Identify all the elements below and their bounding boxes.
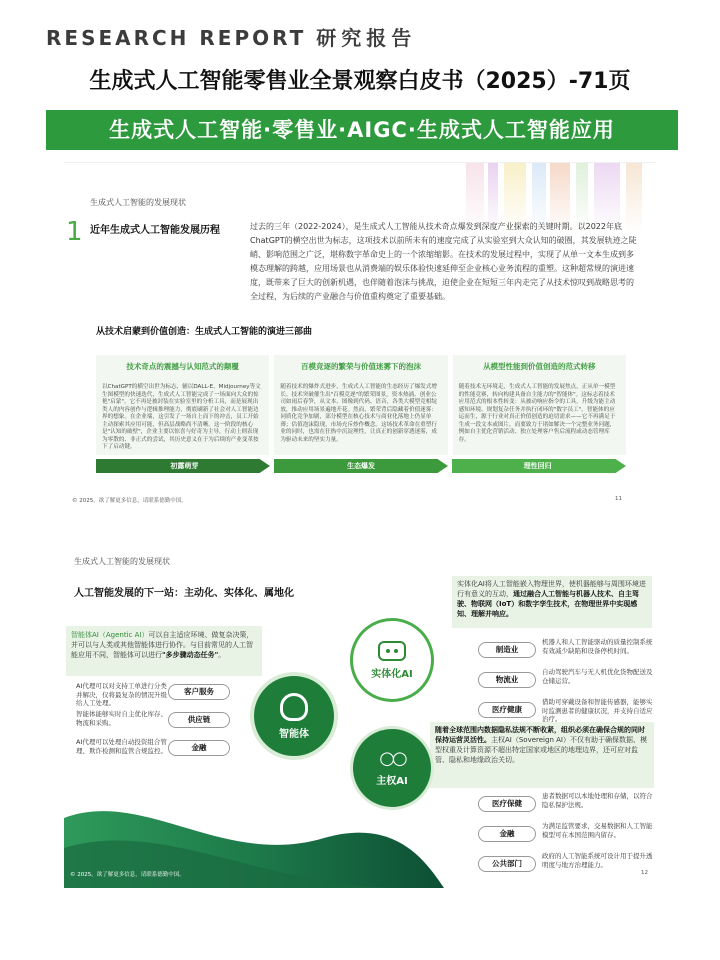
intro-end: 。 [218,651,226,659]
column-1 [96,355,269,455]
list-item [76,682,226,710]
agent-circle [250,672,338,760]
header-english: RESEARCH REPORT [46,26,307,50]
item-label: 医疗保健 [478,796,536,812]
embodied-ai-box [452,576,652,628]
box-text: 主权AI（Sovereign AI）不仅有助于确保数据、模型权重及计算资源不超出特定国家或地区的地理边界，还可应对监管、隐私和地缘政治关切。 [435,736,647,764]
item-label: 医疗健康 [478,702,536,718]
sovereign-ai-circle [350,726,434,810]
box-text: 实体化AI将人工智能嵌入物理世界，使机器能够与周围环境进行有意义的互动， [457,580,646,598]
header-chinese: 研究报告 [316,26,417,50]
item-label: 制造业 [478,642,536,658]
item-text: 智能体能够实时自主优化库存、物流和采购。 [76,710,167,727]
subheading: 从技术启蒙到价值创造：生成式人工智能的演进三部曲 [96,327,313,337]
column-title: 技术奇点的震撼与认知范式的颠覆 [126,362,239,371]
page-footer-copyright: © 2025。欲了解更多信息，请联系德勤中国。 [72,498,187,504]
item-text: 患者数据可以本地处理和存储，以符合隐私保护法规。 [542,792,653,809]
column-title: 百模竞逐的繁荣与价值迷雾下的泡沫 [300,362,421,371]
item-text: AI代理可以对支持工单进行分类并解决，仅将最复杂的情况升级给人工处理。 [76,682,167,707]
section-number: 1 [66,217,83,247]
column-title: 从模型性能到价值创造的范式转移 [483,362,596,371]
box-bold: 通过融合人工智能与机器人技术、自主驾驶、物联网（IoT）和数字孪生技术，在物理世界中实现感知、理解并响应。 [457,590,639,618]
stage-label: 生态爆发 [347,462,375,470]
item-label: 金融 [168,740,230,756]
sovereign-ai-box [430,722,654,788]
item-label: 客户服务 [168,684,230,700]
item-text: 自动驾驶汽车与无人机优化货物配送及仓储运营。 [542,668,653,685]
agentic-ai-intro [66,626,262,676]
stage-label: 初露萌芽 [170,462,199,470]
intro-text: 可以自主适应环境、做复杂决策，并可以与人类或其他智能体进行协作。与目前常见的人工智能应用不同，智能体可以进行 [71,631,254,659]
page-number: 12 [641,870,648,876]
circle-label: 智能体 [279,728,309,740]
column-3 [453,355,626,455]
report-header [46,22,416,51]
item-text: 借助可穿戴设备和智能传感器，能够实时监测患者的健康状况，并支持自适应治疗。 [542,698,653,723]
intro-bold: "多步骤动态任务" [162,651,219,659]
section-heading: 人工智能发展的下一站：主动化、实体化、属地化 [74,588,294,599]
list-item [76,710,226,738]
robot-icon [378,641,406,661]
embodied-ai-circle [350,618,434,702]
column-body: 随着技术的爆炸式进步，生成式人工智能的生态经历了爆发式增长。技术突破催生出"百模竞逐"的繁荣图景，资本热涌、创业公司如雨后春笋，从文本、图像到代码、语音，各类大模型竞相绽放，推动应用场景遍地开花。然而，繁荣背后隐藏着价值迷雾：同质化竞争加剧，部分模型在核心技术与商业化落地上仍显单薄；估值泡沫隐现，市场充斥炒作概念。这场技术革命在重塑行业的同时，也需在狂热中沉淀理性，让真正的创新穿透迷雾，成为驱动未来的坚实力量。 [280,384,437,443]
stage-label: 理性回归 [523,462,552,470]
item-text: 政府的人工智能系统可设计用于提升透明度与地方治理能力。 [542,852,653,869]
document-page-11 [64,162,656,512]
intro-lead: 智能体AI（Agentic AI） [71,631,149,639]
section-label: 生成式人工智能的发展现状 [90,198,186,207]
item-label: 物流业 [478,672,536,688]
column-body: 以ChatGPT的横空出世为标志，辅以DALL-E、Midjourney等文生图模型的快速迭代，生成式人工智能完成了一场面向大众的惊艳"启蒙"。它不再是被封装在实验室里的分析工具，而是展现出类人的内容创作与逻辑推理能力，彻底刷新了社会对人工智能边界的想象。在企业端，这引发了一场自上而下的冲击，员工开始主动探索其应用可能，但高层战略尚不清晰。这一阶段的核心是"认知的破壁"，企业主要以惊喜与好奇为主导，行动上则表现为零散的、非正式的尝试，其历史意义在于为后续的产业变革按下了启动键。 [102,384,261,450]
agent-use-cases [76,682,226,766]
lightbulb-icon [280,693,308,721]
page-number: 11 [615,496,622,502]
item-text: 为满足监管要求，交易数据和人工智能模型可在本国范围内留存。 [542,822,653,839]
circle-label: 实体化AI [371,668,413,680]
item-label: 供应链 [168,712,230,728]
item-label: 金融 [478,826,536,842]
glasses-icon: ○○ [379,747,405,769]
section-label: 生成式人工智能的发展现状 [74,557,170,566]
evolution-columns [96,355,626,455]
stage-labels [96,461,626,471]
intro-paragraph: 过去的三年（2022-2024），是生成式人工智能从技术奇点爆发到深度产业探索的关键时期。以2022年底ChatGPT的横空出世为标志，这项技术以前所未有的速度完成了从实验室到大众认知的破圈，其发展轨迹之陡峭、影响范围之广泛，堪称数字革命史上的一个浓缩缩影。在技术的发展过程中，实现了从单一文本生成到多模态理解的跨越，应用场景也从消费端的娱乐体验快速延伸至企业核心业务流程的重塑。这种超常规的演进速度，既带来了巨大的创新机遇，也伴随着泡沫与挑战，迫使企业在短短三年内走完了从技术惊叹到战略思考的全过程，为后续的产业融合与价值重构奠定了重要基础。 [250,222,637,301]
page-title: 生成式人工智能零售业全景观察白皮书（2025）-71页 [89,69,631,94]
item-label: 公共部门 [478,856,536,872]
item-text: 机器人和人工智能驱动的质量控制系统有效减少缺陷和设备停机时间。 [542,638,653,655]
tag-banner: 生成式人工智能·零售业·AIGC·生成式人工智能应用 [46,110,678,150]
document-page-12 [64,548,656,888]
section-heading: 近年生成式人工智能发展历程 [90,225,220,236]
column-body: 随着技术无环境走，生成式人工智能的发展焦点，正从单一模型的性能竞赛，转向构建具备自主能力的"智能体"。这标志着技术应用范式的根本性转变：从被动响应指令的工具，升级为能主动感知环境、规划复杂任务并执行闭环的"数字员工"。智能体的应运而生，源于行业对真正价值创造的迫切需求——它不再满足于生成一段文本或图片，而要致力于诸如解决一个完整业务问题，例如自主优化营销活动、独立处理客户售后流程或动态管理库存。 [458,384,616,443]
item-text: AI代理可以处理自动投资组合管理、欺诈检测和监管合规监控。 [76,738,167,755]
circle-label: 主权AI [376,775,408,787]
column-2 [274,355,447,455]
list-item [76,738,226,766]
page-footer-copyright: © 2025。欲了解更多信息，请联系德勤中国。 [70,872,185,878]
box-bold: 随着全球范围内数据隐私法规不断收紧，组织必须在确保合规的同时保持运营灵活性。 [435,726,645,744]
